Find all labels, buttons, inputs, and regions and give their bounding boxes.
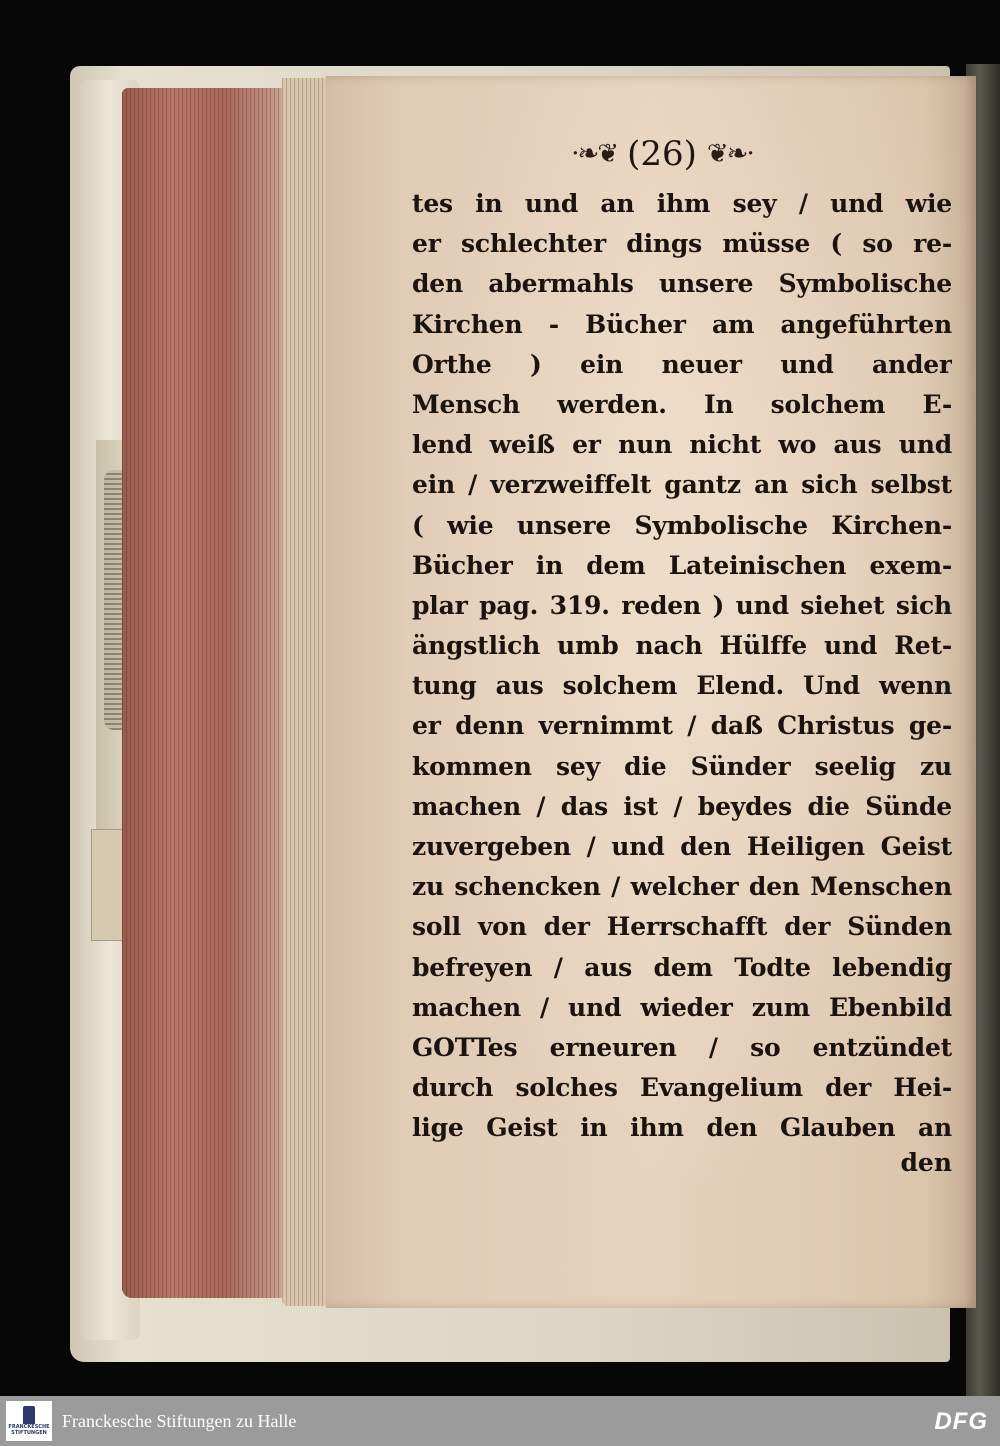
text-line: soll von der Herrschafft der Sünden: [412, 912, 952, 942]
text-line: ( wie unsere Symbolische Kirchen-: [412, 510, 952, 540]
text-line: Bücher in dem Lateinischen exem-: [412, 550, 952, 580]
text-line: plar pag. 319. reden ) und siehet sich: [412, 590, 952, 620]
text-line: zuvergeben / und den Heiligen Geist: [412, 832, 952, 861]
text-line: tes in und an ihm sey / und wie: [412, 189, 952, 218]
printed-page: [326, 76, 976, 1308]
text-block: [412, 184, 952, 1149]
page-number: (26): [627, 134, 697, 174]
text-line: er schlechter dings müsse ( so re-: [412, 229, 952, 259]
text-line: lige Geist in ihm den Glauben an: [412, 1113, 952, 1143]
text-line: tung aus solchem Elend. Und wenn: [412, 671, 952, 701]
dfg-logo-icon[interactable]: DFG: [934, 1408, 988, 1435]
text-line: den abermahls unsere Symbolische: [412, 269, 952, 299]
page-header: [522, 132, 802, 176]
logo-text: FRANCKESCHE STIFTUNGEN: [8, 1424, 50, 1436]
text-line: zu schencken / welcher den Menschen: [412, 872, 952, 902]
text-line: ein / verzweiffelt gantz an sich selbst: [412, 470, 952, 500]
text-line: kommen sey die Sünder seelig zu: [412, 751, 952, 781]
ornament-right-icon: ❦❧·: [706, 139, 753, 169]
text-line: ängstlich umb nach Hülffe und Ret-: [412, 631, 952, 661]
text-line: durch solches Evangelium der Hei-: [412, 1073, 952, 1103]
ornament-left-icon: ·❧❦: [571, 139, 618, 169]
text-line: Kirchen - Bücher am angeführten: [412, 309, 952, 339]
text-line: er denn vernimmt / daß Christus ge-: [412, 711, 952, 741]
page-stack: [282, 78, 330, 1306]
text-line: lend weiß er nun nicht wo aus und: [412, 430, 952, 460]
footer-title: Franckesche Stiftungen zu Halle: [62, 1410, 297, 1431]
footer-bar: [0, 1396, 1000, 1446]
text-line: Orthe ) ein neuer und ander: [412, 349, 952, 379]
building-icon: [23, 1406, 35, 1424]
text-line: GOTTes erneuren / so entzündet: [412, 1032, 952, 1062]
catchword: den: [900, 1148, 952, 1177]
text-line: machen / das ist / beydes die Sünde: [412, 791, 952, 821]
text-line: machen / und wieder zum Ebenbild: [412, 992, 952, 1022]
text-line: Mensch werden. In solchem E-: [412, 389, 952, 419]
text-line: befreyen / aus dem Todte lebendig: [412, 952, 952, 982]
franckesche-logo-icon[interactable]: [6, 1401, 52, 1441]
red-fore-edge: [122, 88, 292, 1298]
